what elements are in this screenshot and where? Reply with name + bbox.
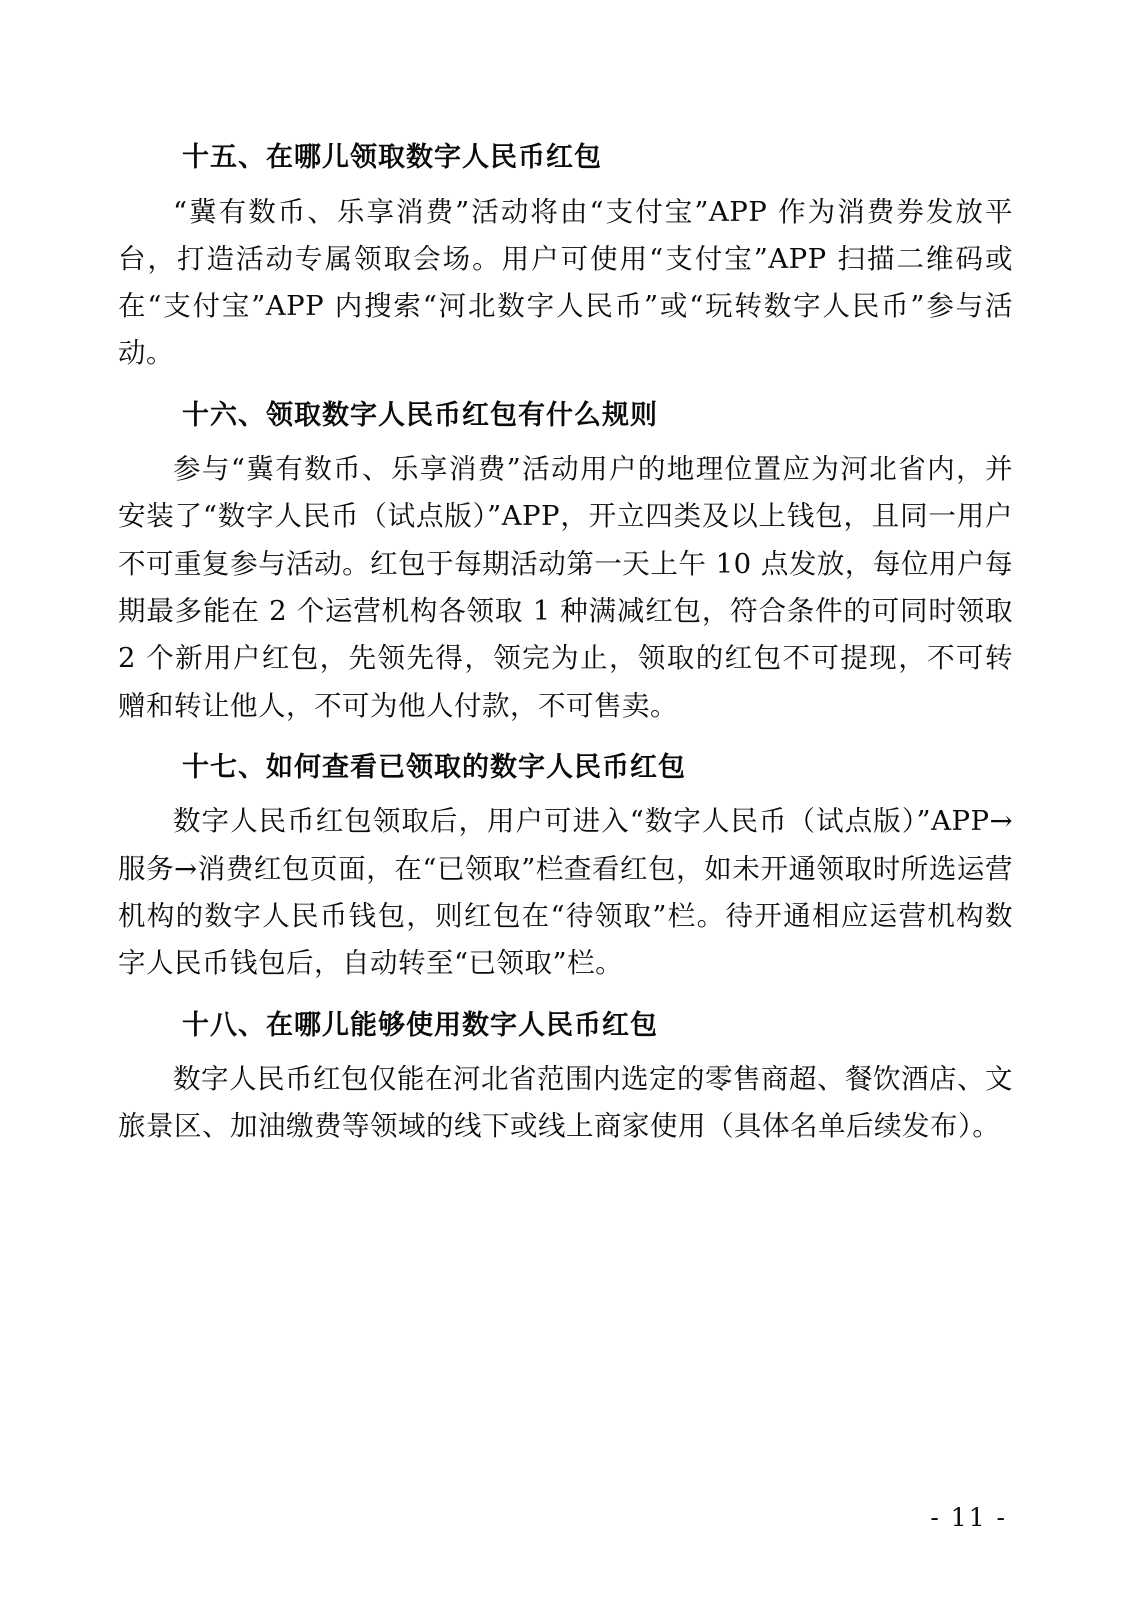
page-number: - 11 - (930, 1503, 1007, 1532)
section-15 (118, 138, 1013, 378)
section-heading: 十五、在哪儿领取数字人民币红包 (182, 142, 602, 173)
section-paragraph: “冀有数币、乐享消费”活动将由“支付宝”APP 作为消费券发放平台，打造活动专属领取会场。用户可使用“支付宝”APP 扫描二维码或在“支付宝”APP 内搜索“河北数字人民币”或“玩转数字人民币”参与活动。 (118, 195, 1013, 370)
section-paragraph: 数字人民币红包仅能在河北省范围内选定的零售商超、餐饮酒店、文旅景区、加油缴费等领域的线下或线上商家使用（具体名单后续发布）。 (118, 1063, 1013, 1143)
section-paragraph: 参与“冀有数币、乐享消费”活动用户的地理位置应为河北省内，并安装了“数字人民币（试点版）”APP，开立四类及以上钱包，且同一用户不可重复参与活动。红包于每期活动第一天上午 10 点发放，每位用户每期最多能在 2 个运营机构各领取 1 种满减红包，符合条件的可同时领取 2 个新用户红包，先领先得，领完为止，领取的红包不可提现，不可转赠和转让他人，不可为他人付款，不可售卖。 (118, 453, 1013, 722)
section-16 (118, 396, 1013, 730)
section-heading: 十六、领取数字人民币红包有什么规则 (182, 399, 658, 431)
section-heading: 十八、在哪儿能够使用数字人民币红包 (182, 1009, 658, 1041)
section-paragraph: 数字人民币红包领取后，用户可进入“数字人民币（试点版）”APP→服务→消费红包页面，在“已领取”栏查看红包，如未开通领取时所选运营机构的数字人民币钱包，则红包在“待领取”栏。待开通相应运营机构数字人民币钱包后，自动转至“已领取”栏。 (118, 805, 1013, 980)
section-17 (118, 748, 1013, 988)
section-heading: 十七、如何查看已领取的数字人民币红包 (182, 751, 686, 783)
section-18 (118, 1006, 1013, 1151)
